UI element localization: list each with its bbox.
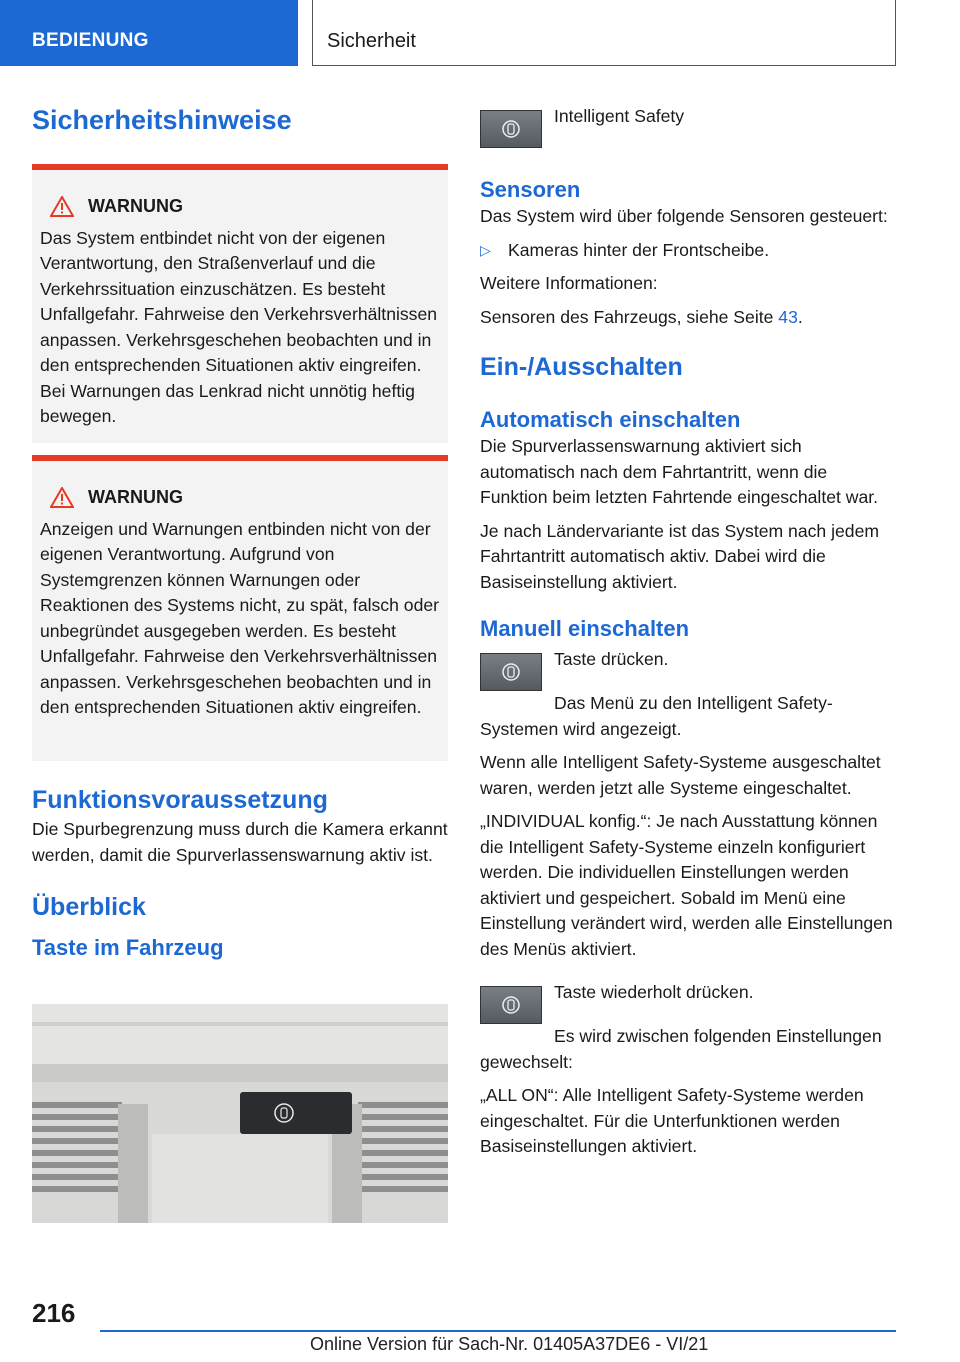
triangle-bullet-icon: ▷ [480, 241, 491, 258]
auto-text-1: Die Spurverlassenswarnung aktiviert sich automatisch nach dem Fahrtantritt, wenn die Funktion beim letzten Fahrtende eingeschaltet war. [480, 436, 879, 507]
vehicle-button-photo [32, 1004, 448, 1223]
warning-label: WARNUNG [88, 487, 183, 507]
funktion-text: Die Spurbegrenzung muss durch die Kamera erkannt werden, damit die Spurverlassenswarnung aktiv ist. [32, 819, 448, 865]
reference-text: Sensoren des Fahrzeugs, siehe Seite [480, 306, 779, 327]
footer-divider [100, 1330, 896, 1332]
chapter-tab: BEDIENUNG [0, 0, 298, 66]
footer-text: Online Version für Sach-Nr. 01405A37DE6 - VI/21 [310, 1334, 709, 1354]
title-taste-im-fahrzeug: Taste im Fahrzeug [32, 935, 224, 960]
title-automatisch-einschalten: Automatisch einschalten [480, 407, 741, 432]
warning-text: Anzeigen und Warnungen entbinden nicht von der eigenen Verantwortung. Aufgrund von Systemgrenzen können Warnungen oder Reaktionen des Systems nicht, zu spät, falsch oder unbegründet ausgegeben werden. Es besteht Unfallgefahr. Fahrweise den Verkehrsverhältnissen anpassen. Verkehrsgeschehen beobachten und in den entsprechenden Situationen aktiv eingreifen. [40, 518, 439, 717]
warning-box-2 [32, 455, 448, 761]
weitere-text: Weitere Informationen: [480, 273, 658, 293]
section-title: Sicherheit [312, 0, 896, 66]
page-link[interactable]: 43 [778, 306, 798, 327]
manuell-step-2b: Es wird zwischen folgenden Einstellungen gewechselt: [480, 1026, 882, 1072]
right-column [480, 104, 896, 1168]
button-caption: Intelligent Safety [554, 106, 685, 126]
warning-triangle-icon [50, 196, 74, 217]
title-manuell-einschalten: Manuell einschalten [480, 616, 690, 641]
manuell-step-2: Taste wiederholt drücken. [554, 982, 754, 1002]
left-column [32, 104, 448, 962]
warning-label: WARNUNG [88, 196, 183, 216]
warning-heading [40, 485, 440, 511]
title-ein-ausschalten: Ein-/Ausschalten [480, 353, 683, 381]
manuell-step-1b: Das Menü zu den Intelligent Safety-Systemen wird angezeigt. [480, 693, 833, 739]
title-ueberblick: Überblick [32, 893, 146, 921]
manuell-text-4: „ALL ON“: Alle Intelligent Safety-Systeme werden eingeschaltet. Für die Unterfunktionen werden Basiseinstellungen aktiviert. [480, 1085, 864, 1156]
warning-triangle-icon [50, 487, 74, 508]
reference-suffix: . [797, 306, 803, 327]
list-item [480, 238, 896, 264]
intelligent-safety-button-icon [480, 110, 542, 148]
sensoren-reference [480, 305, 896, 331]
warning-heading [40, 194, 440, 220]
sensoren-text: Das System wird über folgende Sensoren gesteuert: [480, 206, 888, 226]
title-sensoren: Sensoren [480, 177, 581, 202]
intelligent-safety-button-icon [480, 653, 542, 691]
warning-text: Das System entbindet nicht von der eigenen Verantwortung, den Straßenverlauf und die Verkehrssituation einzuschätzen. Es besteht Unfallgefahr. Fahrweise den Verkehrsverhältnissen anpassen. Verkehrsgeschehen beobachten und in den entsprechenden Situationen aktiv eingreifen. Bei Warnungen das Lenkrad nicht unnötig heftig bewegen. [40, 227, 438, 426]
manuell-step-1: Taste drücken. [554, 649, 669, 669]
title-sicherheitshinweise: Sicherheitshinweise [32, 105, 292, 135]
auto-text-2: Je nach Ländervariante ist das System nach jedem Fahrtantritt automatisch aktiv. Dabei wird die Basiseinstellung aktiviert. [480, 520, 880, 592]
manuell-text-3: „INDIVIDUAL konfig.“: Je nach Ausstattung können die Intelligent Safety-Systeme einzeln konfiguriert werden. Die individuellen Einstellungen werden aktiviert und gespeichert. Sobald im Menü eine Einstellung verändert wird, werden alle Einstellungen des Menüs aktiviert. [480, 811, 893, 959]
intelligent-safety-button-icon [480, 986, 542, 1024]
title-funktionsvoraussetzung: Funktionsvoraussetzung [32, 786, 328, 814]
warning-box-1 [32, 164, 448, 443]
page-number: 216 [32, 1298, 76, 1328]
list-item-text: Kameras hinter der Frontscheibe. [508, 239, 770, 260]
manuell-text-2: Wenn alle Intelligent Safety-Systeme ausgeschaltet waren, werden jetzt alle Systeme eingeschaltet. [480, 752, 881, 798]
